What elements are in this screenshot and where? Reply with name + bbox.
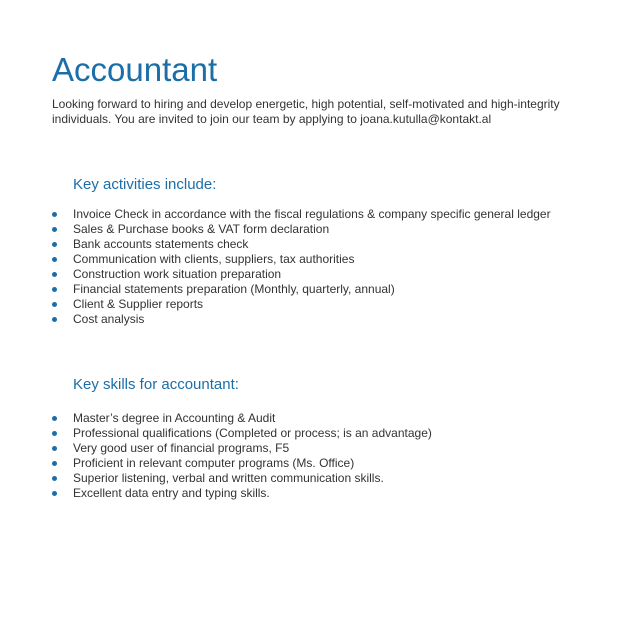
list-item bbox=[52, 222, 612, 237]
bullet-icon bbox=[52, 416, 57, 421]
list-item-text: Very good user of financial programs, F5 bbox=[73, 441, 290, 455]
bullet-icon bbox=[52, 476, 57, 481]
list-item bbox=[52, 426, 612, 441]
list-item bbox=[52, 441, 612, 456]
list-item bbox=[52, 207, 612, 222]
list-item bbox=[52, 282, 612, 297]
activities-list bbox=[52, 207, 612, 327]
list-item bbox=[52, 471, 612, 486]
intro-text: Looking forward to hiring and develop energetic, high potential, self-motivated and high-integrity individuals. You are invited to join our team by applying to joana.kutulla@kontakt.al bbox=[52, 97, 560, 126]
list-item-text: Excellent data entry and typing skills. bbox=[73, 486, 270, 500]
bullet-icon bbox=[52, 302, 57, 307]
bullet-icon bbox=[52, 446, 57, 451]
bullet-icon bbox=[52, 431, 57, 436]
page-title: Accountant bbox=[52, 51, 218, 88]
activities-heading: Key activities include: bbox=[73, 176, 217, 193]
list-item-text: Bank accounts statements check bbox=[73, 237, 249, 251]
bullet-icon bbox=[52, 227, 57, 232]
bullet-icon bbox=[52, 257, 57, 262]
list-item-text: Construction work situation preparation bbox=[73, 267, 282, 281]
list-item bbox=[52, 486, 612, 501]
list-item bbox=[52, 411, 612, 426]
list-item-text: Superior listening, verbal and written communication skills. bbox=[73, 471, 384, 485]
list-item bbox=[52, 237, 612, 252]
list-item bbox=[52, 312, 612, 327]
list-item-text: Communication with clients, suppliers, tax authorities bbox=[73, 252, 355, 266]
skills-heading: Key skills for accountant: bbox=[73, 376, 239, 393]
list-item bbox=[52, 252, 612, 267]
bullet-icon bbox=[52, 491, 57, 496]
list-item-text: Cost analysis bbox=[73, 312, 145, 326]
skills-list bbox=[52, 411, 612, 501]
list-item-text: Master’s degree in Accounting & Audit bbox=[73, 411, 276, 425]
bullet-icon bbox=[52, 317, 57, 322]
bullet-icon bbox=[52, 212, 57, 217]
bullet-icon bbox=[52, 287, 57, 292]
list-item-text: Invoice Check in accordance with the fiscal regulations & company specific general ledger bbox=[73, 207, 551, 221]
bullet-icon bbox=[52, 461, 57, 466]
list-item bbox=[52, 267, 612, 282]
list-item-text: Client & Supplier reports bbox=[73, 297, 204, 311]
list-item bbox=[52, 456, 612, 471]
list-item-text: Sales & Purchase books & VAT form declaration bbox=[73, 222, 330, 236]
bullet-icon bbox=[52, 272, 57, 277]
bullet-icon bbox=[52, 242, 57, 247]
list-item-text: Financial statements preparation (Monthly, quarterly, annual) bbox=[73, 282, 395, 296]
list-item-text: Proficient in relevant computer programs (Ms. Office) bbox=[73, 456, 355, 470]
list-item-text: Professional qualifications (Completed or process; is an advantage) bbox=[73, 426, 432, 440]
list-item bbox=[52, 297, 612, 312]
